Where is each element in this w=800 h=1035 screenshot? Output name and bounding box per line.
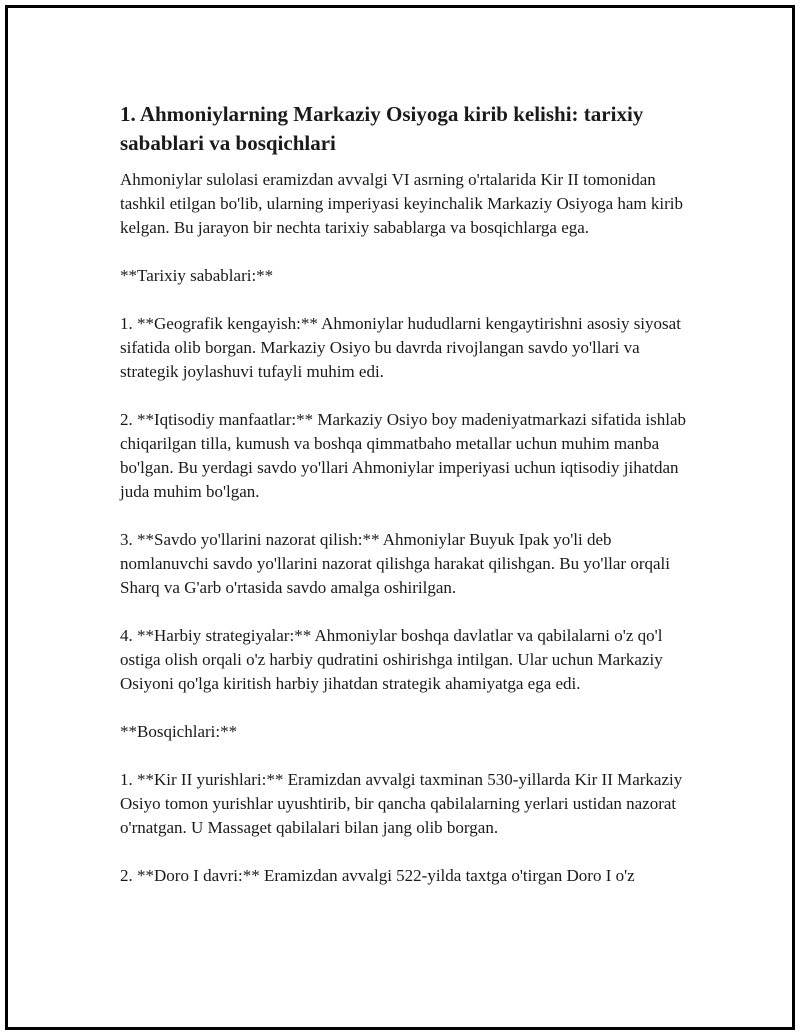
page-frame	[5, 5, 795, 1030]
stages-heading: **Bosqichlari:**	[120, 722, 238, 741]
reasons-heading: **Tarixiy sabablari:**	[120, 266, 274, 285]
stage-item: 1. **Kir II yurishlari:** Eramizdan avvalgi taxminan 530-yillarda Kir II Markaziy Osiyo tomon yurishlar uyushtirib, bir qancha qabilalarning yerlari ustidan nazorat o'rnatgan. U Massaget qabilalari bilan jang olib borgan.	[120, 770, 683, 837]
reason-item: 3. **Savdo yo'llarini nazorat qilish:** Ahmoniylar Buyuk Ipak yo'li deb nomlanuvchi savdo yo'llarini nazorat qilishga harakat qilishgan. Bu yo'llar orqali Sharq va G'arb o'rtasida savdo amalga oshirilgan.	[120, 530, 670, 597]
reason-item: 2. **Iqtisodiy manfaatlar:** Markaziy Osiyo boy madeniyatmarkazi sifatida ishlab chiqarilgan tilla, kumush va boshqa qimmatbaho metallar uchun muhim manba bo'lgan. Bu yerdagi savdo yo'llari Ahmoniylar imperiyasi uchun iqtisodiy jihatdan juda muhim bo'lgan.	[120, 410, 687, 501]
reason-item: 1. **Geografik kengayish:** Ahmoniylar hududlarni kengaytirishni asosiy siyosat sifatida olib borgan. Markaziy Osiyo bu davrda rivojlangan savdo yo'llari va strategik joylashuvi tufayli muhim edi.	[120, 314, 681, 381]
intro-paragraph: Ahmoniylar sulolasi eramizdan avvalgi VI asrning o'rtalarida Kir II tomonidan tashkil etilgan bo'lib, ularning imperiyasi keyinchalik Markaziy Osiyoga ham kirib kelgan. Bu jarayon bir nechta tarixiy sabablarga va bosqichlarga ega.	[120, 170, 683, 237]
document-title: 1. Ahmoniylarning Markaziy Osiyoga kirib kelishi: tarixiy sabablari va bosqichlari	[120, 102, 644, 155]
reason-item: 4. **Harbiy strategiyalar:** Ahmoniylar boshqa davlatlar va qabilalarni o'z qo'l ostiga olish orqali o'z harbiy qudratini oshirishga intilgan. Ular uchun Markaziy Osiyoni qo'lga kiritish harbiy jihatdan strategik ahamiyatga ega edi.	[120, 626, 663, 693]
stage-item: 2. **Doro I davri:** Eramizdan avvalgi 522-yilda taxtga o'tirgan Doro I o'z	[120, 866, 635, 885]
document-body	[120, 100, 700, 912]
